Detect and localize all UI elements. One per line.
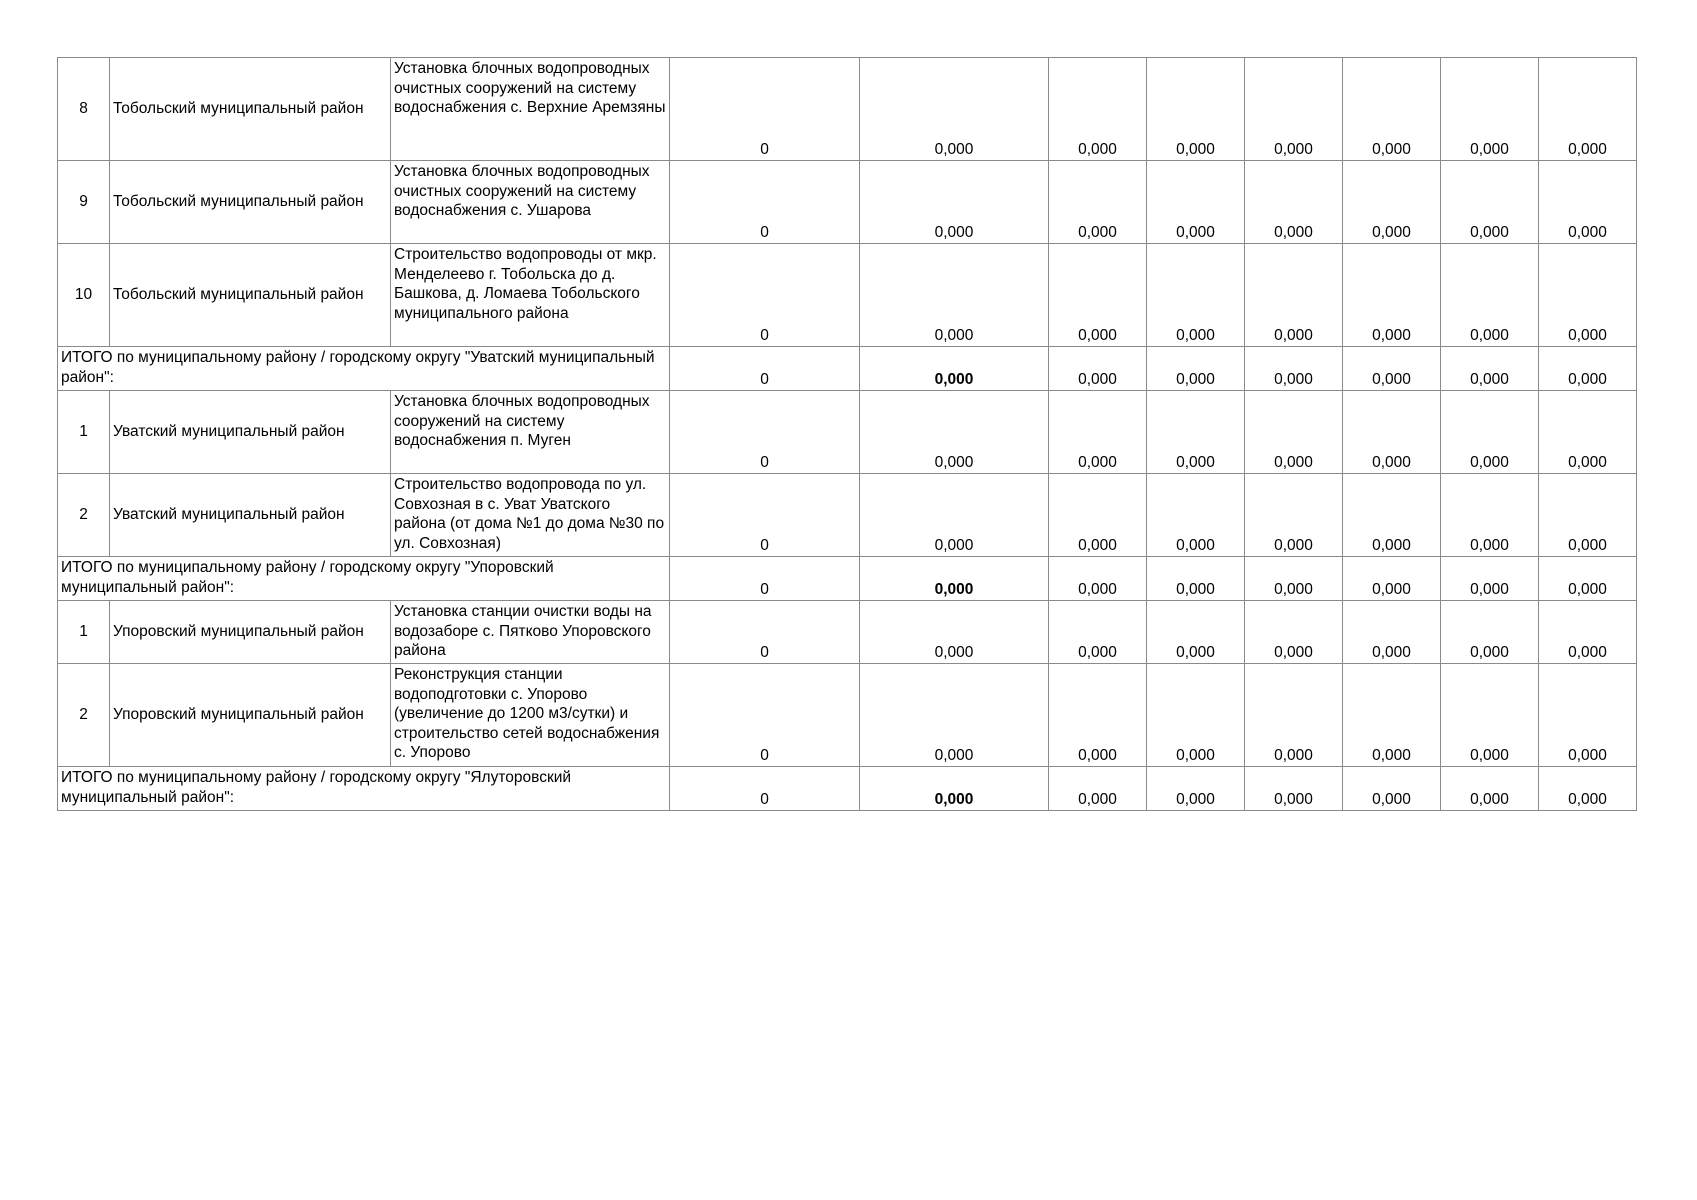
value-cell: 0,000	[1245, 664, 1343, 767]
value-cell: 0,000	[860, 347, 1049, 391]
value-cell: 0,000	[1245, 767, 1343, 811]
value-cell: 0	[670, 391, 860, 474]
project-description-cell: Установка блочных водопроводных очистных сооружений на систему водоснабжения с. Верхние Аремзяны	[391, 58, 670, 161]
value-cell: 0,000	[1049, 244, 1147, 347]
value-cell: 0,000	[1441, 557, 1539, 601]
value-cell: 0,000	[1343, 58, 1441, 161]
table-row	[58, 601, 1637, 664]
value-cell: 0	[670, 244, 860, 347]
value-cell: 0,000	[1441, 58, 1539, 161]
district-cell: Тобольский муниципальный район	[110, 244, 391, 347]
value-cell: 0,000	[1049, 58, 1147, 161]
table-row	[58, 161, 1637, 244]
value-cell: 0,000	[1147, 161, 1245, 244]
row-number-cell: 9	[58, 161, 110, 244]
row-number-cell: 1	[58, 391, 110, 474]
value-cell: 0,000	[1245, 58, 1343, 161]
value-cell: 0,000	[1147, 58, 1245, 161]
value-cell: 0	[670, 347, 860, 391]
value-cell: 0,000	[860, 664, 1049, 767]
value-cell: 0,000	[1539, 244, 1637, 347]
project-description-cell: Строительство водопроводы от мкр. Менделеево г. Тобольска до д. Башкова, д. Ломаева Тобольского муниципального района	[391, 244, 670, 347]
value-cell: 0,000	[1539, 161, 1637, 244]
value-cell: 0,000	[1539, 474, 1637, 557]
value-cell: 0,000	[1245, 391, 1343, 474]
value-cell: 0,000	[1539, 557, 1637, 601]
value-cell: 0	[670, 767, 860, 811]
value-cell: 0,000	[1441, 474, 1539, 557]
value-cell: 0,000	[1245, 161, 1343, 244]
value-cell: 0,000	[1049, 474, 1147, 557]
value-cell: 0,000	[1539, 58, 1637, 161]
value-cell: 0,000	[860, 767, 1049, 811]
value-cell: 0,000	[1441, 391, 1539, 474]
district-cell: Упоровский муниципальный район	[110, 664, 391, 767]
value-cell: 0,000	[1245, 557, 1343, 601]
row-number-cell: 2	[58, 474, 110, 557]
table-row	[58, 58, 1637, 161]
value-cell: 0,000	[860, 601, 1049, 664]
total-row	[58, 557, 1637, 601]
value-cell: 0,000	[1343, 767, 1441, 811]
value-cell: 0,000	[1343, 161, 1441, 244]
value-cell: 0	[670, 474, 860, 557]
district-cell: Уватский муниципальный район	[110, 391, 391, 474]
value-cell: 0,000	[1245, 474, 1343, 557]
value-cell: 0,000	[1539, 767, 1637, 811]
value-cell: 0,000	[1049, 601, 1147, 664]
financing-table	[57, 57, 1637, 811]
value-cell: 0,000	[860, 58, 1049, 161]
project-description-cell: Установка блочных водопроводных очистных сооружений на систему водоснабжения с. Ушарова	[391, 161, 670, 244]
value-cell: 0,000	[1049, 767, 1147, 811]
value-cell: 0,000	[1147, 767, 1245, 811]
project-description-cell: Установка станции очистки воды на водозаборе с. Пятково Упоровского района	[391, 601, 670, 664]
district-cell: Тобольский муниципальный район	[110, 58, 391, 161]
value-cell: 0	[670, 601, 860, 664]
value-cell: 0	[670, 557, 860, 601]
value-cell: 0,000	[1539, 391, 1637, 474]
value-cell: 0,000	[1245, 347, 1343, 391]
district-cell: Упоровский муниципальный район	[110, 601, 391, 664]
value-cell: 0,000	[1049, 557, 1147, 601]
value-cell: 0,000	[1441, 767, 1539, 811]
value-cell: 0,000	[1245, 601, 1343, 664]
value-cell: 0,000	[860, 557, 1049, 601]
value-cell: 0,000	[860, 391, 1049, 474]
row-number-cell: 2	[58, 664, 110, 767]
project-description-cell: Реконструкция станции водоподготовки с. Упорово (увеличение до 1200 м3/сутки) и строительство сетей водоснабжения с. Упорово	[391, 664, 670, 767]
value-cell: 0,000	[1539, 347, 1637, 391]
row-number-cell: 1	[58, 601, 110, 664]
value-cell: 0,000	[1441, 664, 1539, 767]
value-cell: 0,000	[1343, 244, 1441, 347]
value-cell: 0,000	[1441, 601, 1539, 664]
value-cell: 0,000	[1147, 474, 1245, 557]
value-cell: 0,000	[1539, 664, 1637, 767]
total-label-cell: ИТОГО по муниципальному району / городскому округу "Уватский муниципальный район":	[58, 347, 670, 391]
total-label-cell: ИТОГО по муниципальному району / городскому округу "Ялуторовский муниципальный район":	[58, 767, 670, 811]
value-cell: 0,000	[1441, 347, 1539, 391]
value-cell: 0,000	[1539, 601, 1637, 664]
value-cell: 0	[670, 161, 860, 244]
value-cell: 0,000	[1049, 391, 1147, 474]
value-cell: 0,000	[1343, 664, 1441, 767]
table-row	[58, 391, 1637, 474]
value-cell: 0,000	[1147, 347, 1245, 391]
value-cell: 0,000	[1441, 244, 1539, 347]
value-cell: 0,000	[860, 244, 1049, 347]
value-cell: 0,000	[860, 161, 1049, 244]
value-cell: 0,000	[1343, 474, 1441, 557]
value-cell: 0,000	[860, 474, 1049, 557]
value-cell: 0	[670, 664, 860, 767]
table-row	[58, 664, 1637, 767]
value-cell: 0,000	[1245, 244, 1343, 347]
value-cell: 0,000	[1147, 391, 1245, 474]
value-cell: 0,000	[1049, 347, 1147, 391]
total-row	[58, 767, 1637, 811]
value-cell: 0,000	[1343, 557, 1441, 601]
value-cell: 0,000	[1343, 601, 1441, 664]
value-cell: 0,000	[1147, 244, 1245, 347]
value-cell: 0,000	[1049, 161, 1147, 244]
value-cell: 0,000	[1343, 391, 1441, 474]
value-cell: 0,000	[1343, 347, 1441, 391]
value-cell: 0,000	[1147, 601, 1245, 664]
row-number-cell: 8	[58, 58, 110, 161]
table-row	[58, 244, 1637, 347]
value-cell: 0,000	[1049, 664, 1147, 767]
district-cell: Тобольский муниципальный район	[110, 161, 391, 244]
table-row	[58, 474, 1637, 557]
total-row	[58, 347, 1637, 391]
total-label-cell: ИТОГО по муниципальному району / городскому округу "Упоровский муниципальный район":	[58, 557, 670, 601]
project-description-cell: Установка блочных водопроводных сооружений на систему водоснабжения п. Муген	[391, 391, 670, 474]
district-cell: Уватский муниципальный район	[110, 474, 391, 557]
table-body	[58, 58, 1637, 811]
row-number-cell: 10	[58, 244, 110, 347]
value-cell: 0	[670, 58, 860, 161]
value-cell: 0,000	[1147, 664, 1245, 767]
value-cell: 0,000	[1441, 161, 1539, 244]
project-description-cell: Строительство водопровода по ул. Совхозная в с. Уват Уватского района (от дома №1 до дома №30 по ул. Совхозная)	[391, 474, 670, 557]
value-cell: 0,000	[1147, 557, 1245, 601]
